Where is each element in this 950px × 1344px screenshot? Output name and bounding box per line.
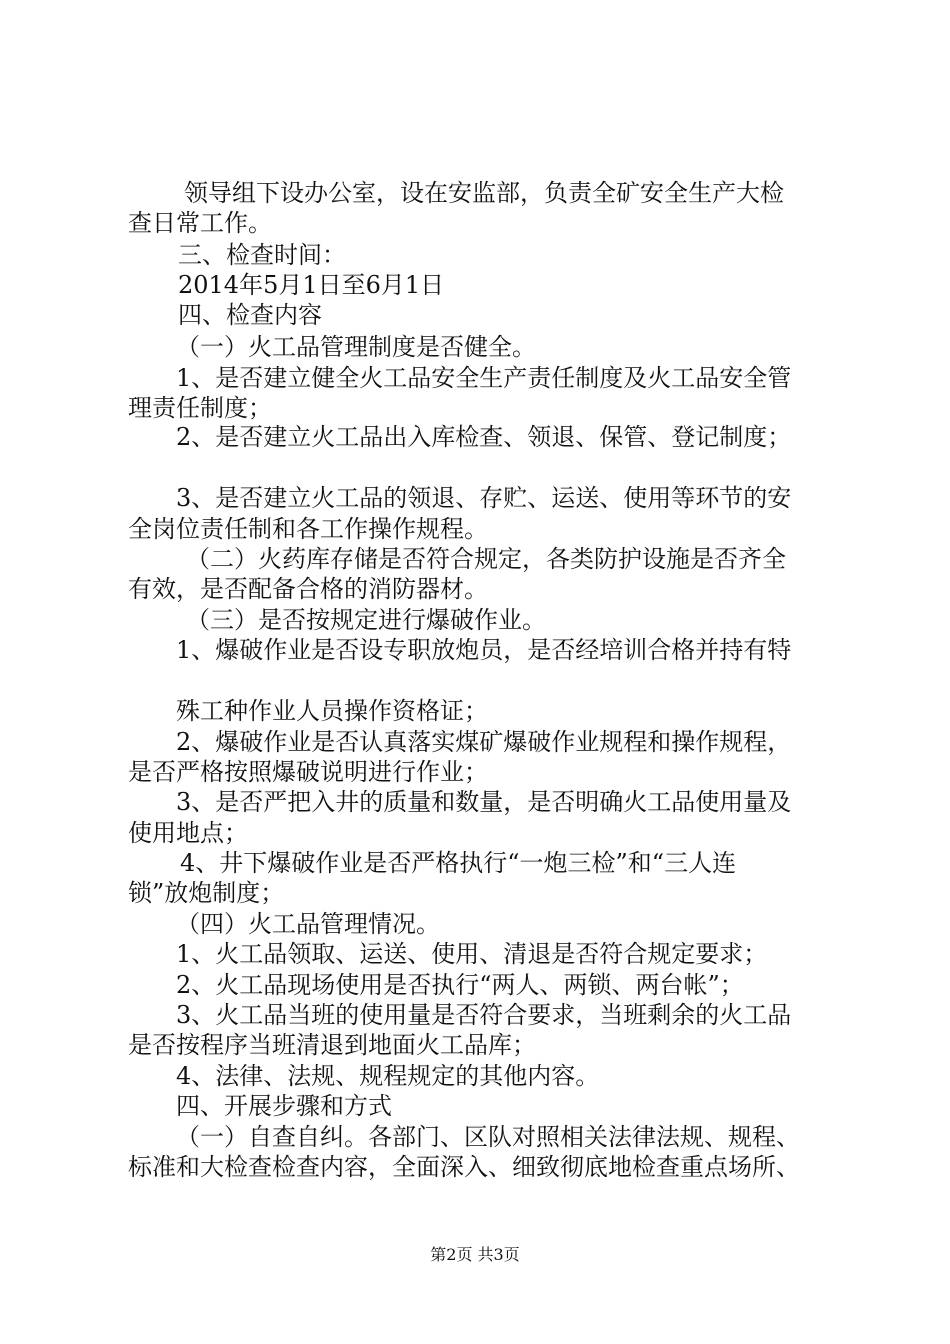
text-line-1: 领导组下设办公室，设在安监部，负责全矿安全生产大检 <box>184 179 784 207</box>
text-line-17: 2、爆破作业是否认真落实煤矿爆破作业规程和操作规程， <box>176 728 792 756</box>
text-line-27: 是否按程序当班清退到地面火工品库； <box>128 1031 536 1059</box>
text-line-21: 4、井下爆破作业是否严格执行“一炮三检”和“三人连 <box>180 849 737 877</box>
text-line-26: 3、火工品当班的使用量是否符合要求，当班剩余的火工品 <box>176 1001 792 1029</box>
text-line-28: 4、法律、法规、规程规定的其他内容。 <box>176 1062 600 1090</box>
text-line-23: （四）火工品管理情况。 <box>176 910 440 938</box>
text-line-7: 1、是否建立健全火工品安全生产责任制度及火工品安全管 <box>176 364 792 392</box>
text-line-20: 使用地点； <box>128 819 248 847</box>
text-line-22: 锁”放炮制度； <box>128 879 285 907</box>
text-line-2: 查日常工作。 <box>128 209 272 237</box>
text-line-24: 1、火工品领取、运送、使用、清退是否符合规定要求； <box>176 940 768 968</box>
text-line-16: 殊工种作业人员操作资格证； <box>176 697 488 725</box>
text-line-8: 理责任制度； <box>128 394 272 422</box>
text-line-5: 四、检查内容 <box>178 301 322 329</box>
text-line-3: 三、检查时间： <box>178 241 346 269</box>
text-line-13: 有效，是否配备合格的消防器材。 <box>128 575 488 603</box>
text-line-11: 全岗位责任制和各工作操作规程。 <box>128 515 488 543</box>
text-line-18: 是否严格按照爆破说明进行作业； <box>128 758 488 786</box>
page-footer: 第2页 共3页 <box>430 1245 520 1264</box>
text-line-12: （二）火药库存储是否符合规定，各类防护设施是否齐全 <box>186 545 786 573</box>
text-line-10: 3、是否建立火工品的领退、存贮、运送、使用等环节的安 <box>176 484 792 512</box>
text-line-9: 2、是否建立火工品出入库检查、领退、保管、登记制度； <box>176 423 792 451</box>
text-line-6: （一）火工品管理制度是否健全。 <box>176 333 536 361</box>
text-line-19: 3、是否严把入井的质量和数量，是否明确火工品使用量及 <box>176 788 792 816</box>
text-line-14: （三）是否按规定进行爆破作业。 <box>186 606 546 634</box>
text-line-29: 四、开展步骤和方式 <box>176 1092 392 1120</box>
text-line-4: 2014年5月1日至6月1日 <box>178 271 445 299</box>
text-line-30: （一）自查自纠。各部门、区队对照相关法律法规、规程、 <box>176 1123 800 1151</box>
text-line-15: 1、爆破作业是否设专职放炮员，是否经培训合格并持有特 <box>176 636 792 664</box>
text-line-25: 2、火工品现场使用是否执行“两人、两锁、两台帐”； <box>176 971 744 999</box>
text-line-31: 标准和大检查检查内容，全面深入、细致彻底地检查重点场所、 <box>128 1153 800 1181</box>
